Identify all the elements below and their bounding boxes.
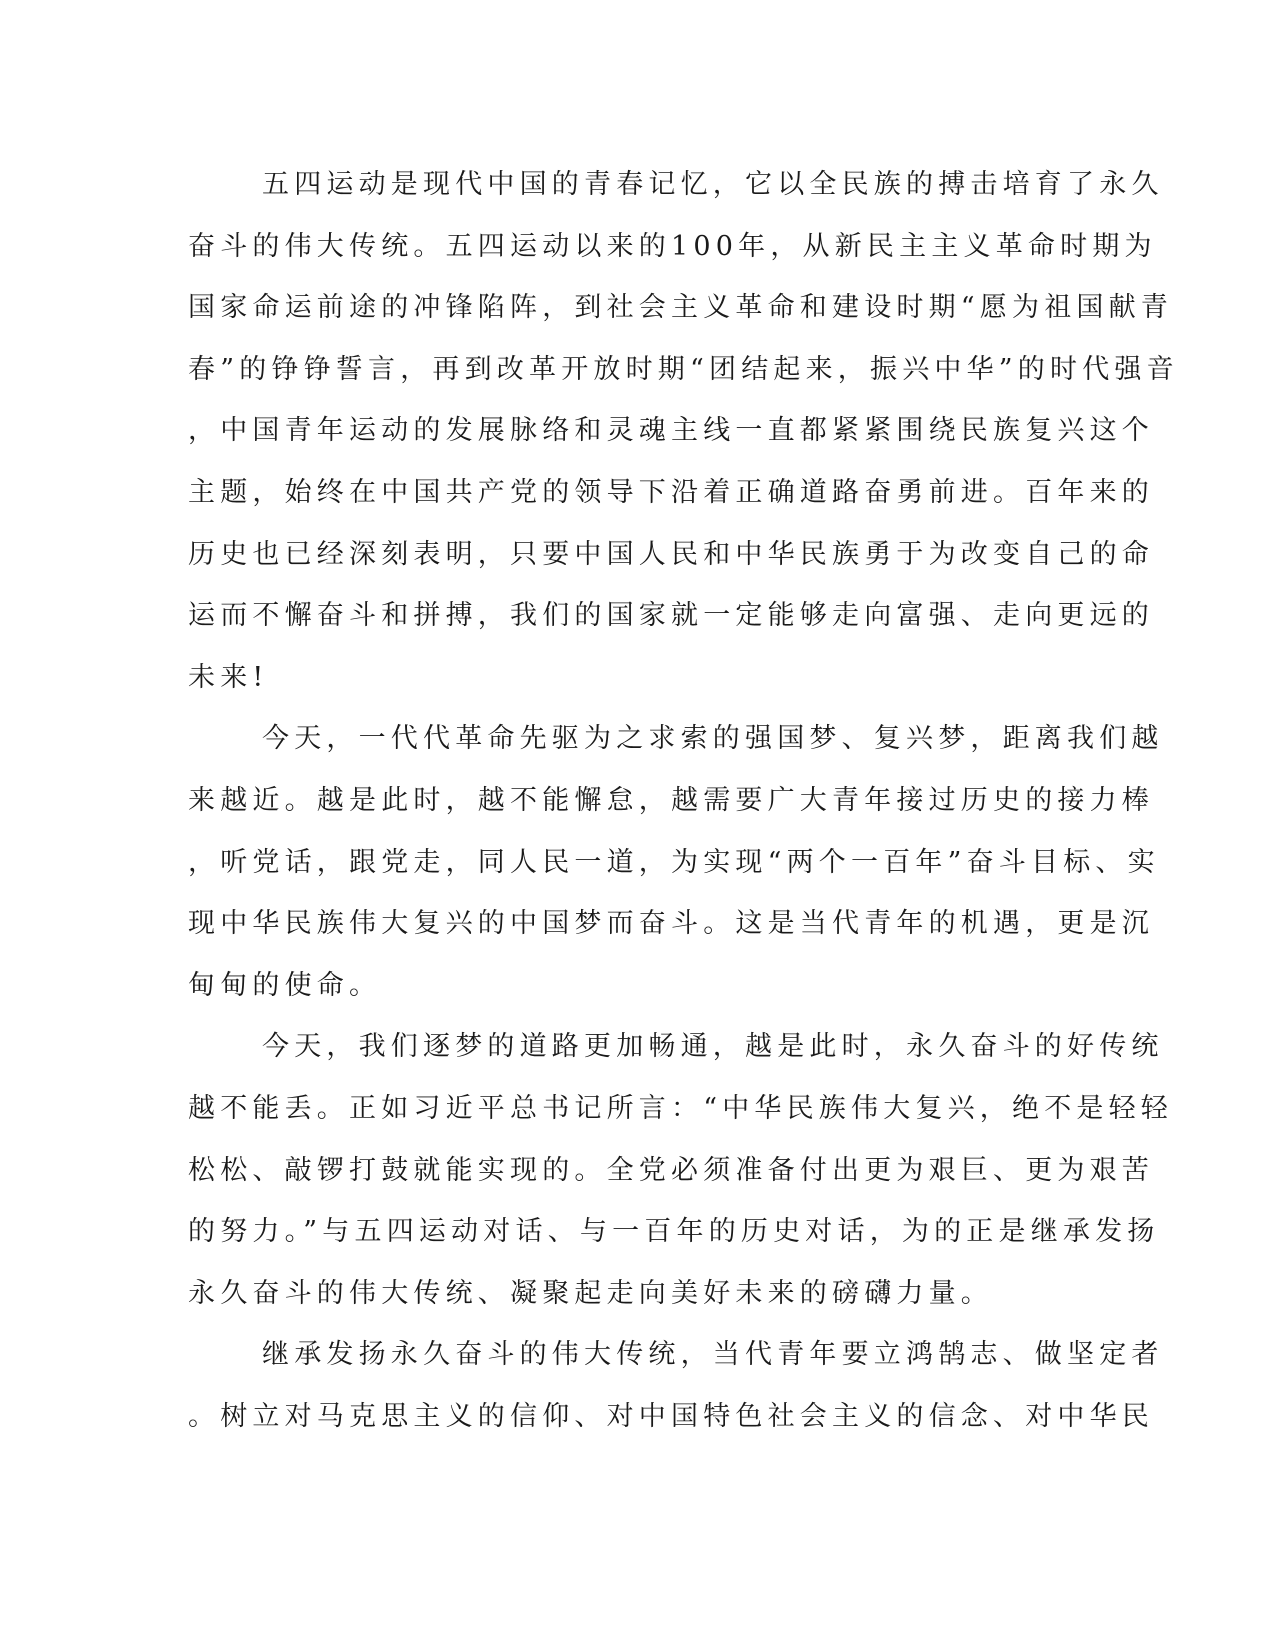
text-line: 主题，始终在中国共产党的领导下沿着正确道路奋勇前进。百年来的: [188, 476, 1154, 508]
text-line: 国家命运前途的冲锋陷阵，到社会主义革命和建设时期“愿为祖国献青: [188, 292, 1174, 324]
text-line: 奋斗的伟大传统。五四运动以来的100年，从新民主主义革命时期为: [188, 230, 1157, 262]
text-line: 今天，一代代革命先驱为之求索的强国梦、复兴梦，距离我们越: [262, 723, 1164, 755]
text-line: 来越近。越是此时，越不能懈怠，越需要广大青年接过历史的接力棒: [188, 784, 1154, 816]
text-line: 春”的铮铮誓言，再到改革开放时期“团结起来，振兴中华”的时代强音: [188, 353, 1179, 385]
document-body: [188, 154, 1179, 1447]
text-line: ，中国青年运动的发展脉络和灵魂主线一直都紧紧围绕民族复兴这个: [188, 415, 1154, 447]
text-line: 松松、敲锣打鼓就能实现的。全党必须准备付出更为艰巨、更为艰苦: [188, 1154, 1154, 1186]
text-line: 继承发扬永久奋斗的伟大传统，当代青年要立鸿鹄志、做坚定者: [262, 1339, 1164, 1371]
text-line: 越不能丢。正如习近平总书记所言：“中华民族伟大复兴，绝不是轻轻: [188, 1092, 1174, 1124]
text-line: 的努力。”与五四运动对话、与一百年的历史对话，为的正是继承发扬: [188, 1216, 1160, 1248]
text-line: 五四运动是现代中国的青春记忆，它以全民族的搏击培育了永久: [262, 169, 1164, 200]
text-line: 永久奋斗的伟大传统、凝聚起走向美好未来的磅礴力量。: [188, 1277, 993, 1309]
text-line: ，听党话，跟党走，同人民一道，为实现“两个一百年”奋斗目标、实: [188, 846, 1160, 878]
text-line: 运而不懈奋斗和拼搏，我们的国家就一定能够走向富强、走向更远的: [188, 600, 1154, 632]
text-line: 甸甸的使命。: [188, 969, 382, 1001]
text-line: 现中华民族伟大复兴的中国梦而奋斗。这是当代青年的机遇，更是沉: [188, 908, 1154, 940]
text-line: 历史也已经深刻表明，只要中国人民和中华民族勇于为改变自己的命: [188, 538, 1154, 570]
text-line: 今天，我们逐梦的道路更加畅通，越是此时，永久奋斗的好传统: [262, 1031, 1164, 1063]
text-line: 未来!: [188, 661, 269, 693]
text-line: 。树立对马克思主义的信仰、对中国特色社会主义的信念、对中华民: [188, 1400, 1154, 1432]
